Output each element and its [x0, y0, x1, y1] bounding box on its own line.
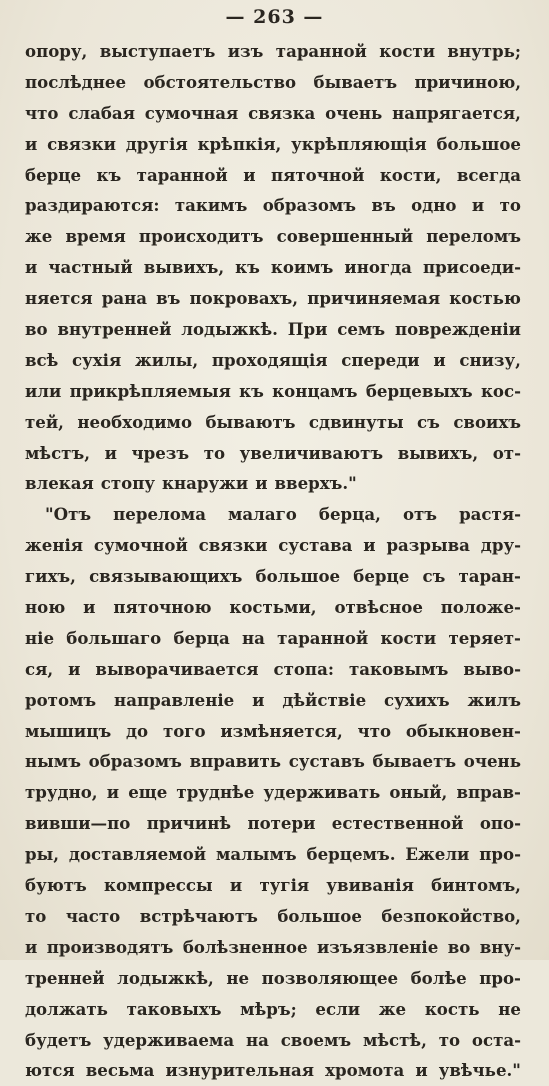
word: и — [363, 535, 376, 556]
word: тей, — [25, 411, 64, 432]
word: всѣ — [25, 349, 59, 370]
word: разрыва — [386, 535, 470, 556]
word: связки — [47, 133, 116, 154]
word: того — [162, 720, 206, 741]
text-line — [25, 994, 521, 1025]
word: или — [25, 380, 62, 401]
word: бываетъ — [372, 751, 457, 772]
word: вправ- — [456, 782, 521, 803]
word: съ — [422, 566, 446, 587]
word: такимъ — [174, 195, 248, 216]
word: необходимо — [77, 411, 193, 432]
word: и — [83, 597, 96, 618]
word: и — [104, 442, 117, 463]
word: опо- — [479, 813, 521, 834]
word: увѣчье." — [438, 1060, 521, 1081]
word: выво- — [463, 658, 521, 679]
text-line — [25, 870, 521, 901]
word: бываетъ — [313, 71, 398, 92]
word: таранной — [275, 41, 367, 61]
word: вправить — [189, 751, 282, 772]
word: мѣстѣ, — [362, 1029, 427, 1050]
word: мѣръ; — [240, 998, 297, 1019]
word: ся, — [25, 658, 54, 679]
word: рана — [101, 288, 147, 309]
word: бываютъ — [205, 411, 296, 432]
word: и — [255, 473, 268, 494]
word: позволяющее — [261, 967, 399, 988]
word: то — [203, 442, 226, 463]
text-line — [25, 901, 521, 932]
word: малаго — [228, 504, 297, 525]
word: и — [415, 1060, 428, 1081]
word: дѣйствіе — [282, 689, 367, 710]
word: вну- — [479, 936, 521, 957]
word: же — [25, 226, 53, 247]
word: женія — [25, 535, 84, 556]
word: встрѣчаютъ — [139, 905, 258, 926]
word: компрессы — [104, 875, 213, 896]
word: берца — [173, 627, 230, 648]
word: очень — [325, 102, 383, 123]
word: стопа: — [273, 658, 334, 679]
word: связка — [248, 102, 316, 123]
word: и — [229, 875, 243, 896]
word: сумочная — [144, 102, 239, 123]
word: вивши—по — [25, 813, 131, 834]
text-line — [25, 561, 521, 592]
word: дру- — [480, 535, 521, 556]
word: хромота — [325, 1060, 405, 1081]
text-line — [25, 685, 521, 716]
word: выворачивается — [95, 658, 259, 679]
word: весьма — [85, 1060, 155, 1081]
word: послѣднее — [25, 71, 127, 92]
word: сухія — [72, 349, 122, 370]
word: про- — [479, 967, 521, 988]
word: берце — [25, 164, 82, 185]
word: обстоятельство — [143, 71, 297, 92]
word: болѣзненное — [182, 936, 308, 957]
word: не — [226, 967, 250, 988]
word: безпокойство, — [381, 905, 521, 926]
word: оста- — [471, 1029, 521, 1050]
word: совершенный — [276, 226, 414, 247]
word: берце — [353, 566, 410, 587]
word: таран- — [458, 566, 521, 587]
word: сустава — [278, 535, 353, 556]
word: няется — [25, 288, 93, 309]
word: и — [68, 658, 81, 679]
word: берцемъ. — [306, 844, 396, 865]
word: вывихъ, — [143, 257, 225, 278]
text-line — [25, 98, 521, 129]
text-line — [25, 345, 521, 376]
word: коимъ — [270, 257, 334, 278]
word: стопу — [100, 473, 156, 494]
word: очень — [463, 751, 521, 772]
word: кости, — [379, 164, 442, 185]
word: причиною, — [414, 71, 521, 92]
word: выступаетъ — [99, 41, 216, 61]
word: и — [252, 689, 265, 710]
word: присоеди- — [422, 257, 521, 278]
word: происходитъ — [138, 226, 264, 247]
word: должать — [25, 998, 108, 1019]
word: связки — [198, 535, 268, 556]
word: раздираются: — [25, 195, 160, 216]
word: сумочной — [93, 535, 188, 556]
word: вверхъ." — [274, 473, 357, 494]
word: жилы, — [134, 349, 199, 370]
word: кости — [380, 627, 437, 648]
word: удерживать — [263, 782, 381, 803]
word: укрѣпляющія — [291, 133, 427, 154]
word: всегда — [456, 164, 521, 185]
text-line — [25, 67, 521, 98]
word: таковыхъ — [126, 998, 222, 1019]
word: связывающихъ — [89, 566, 243, 587]
word: измѣняется, — [220, 720, 343, 741]
word: во — [25, 319, 48, 340]
word: большаго — [66, 627, 162, 648]
text-line — [25, 746, 521, 777]
word: въ — [156, 288, 181, 309]
word: труднѣе — [176, 782, 255, 803]
word: то — [438, 1029, 461, 1050]
word: кость — [424, 998, 480, 1019]
text-line — [25, 129, 521, 160]
word: причинѣ — [146, 813, 232, 834]
word: что — [357, 720, 392, 741]
word: потери — [247, 813, 316, 834]
word: къ — [96, 164, 122, 185]
text-line — [25, 283, 521, 314]
word: не — [498, 998, 521, 1019]
word: къ — [235, 257, 260, 278]
word: время — [65, 226, 126, 247]
word: и — [471, 195, 485, 216]
word: и — [25, 133, 38, 154]
word: оный, — [389, 782, 448, 803]
word: жилъ — [467, 689, 521, 710]
word: причиняемая — [307, 288, 441, 309]
word: будетъ — [25, 1029, 92, 1050]
word: большое — [277, 905, 362, 926]
text-line — [25, 499, 521, 530]
word: тренней — [25, 967, 105, 988]
word: поврежденіи — [394, 319, 521, 340]
word: растя- — [459, 504, 521, 525]
word: если — [315, 998, 361, 1019]
word: мышицъ — [25, 720, 112, 741]
text-line — [25, 221, 521, 252]
word: переломъ — [426, 226, 521, 247]
text-line — [25, 376, 521, 407]
text-line — [25, 407, 521, 438]
word: еще — [128, 782, 168, 803]
word: на — [245, 1029, 269, 1050]
text-line — [25, 1025, 521, 1056]
word: теряет- — [448, 627, 521, 648]
word: что — [25, 102, 59, 123]
text-line — [25, 438, 521, 469]
word: "Отъ — [45, 504, 92, 525]
word: иногда — [344, 257, 412, 278]
word: бинтомъ, — [431, 875, 521, 896]
word: ются — [25, 1060, 75, 1081]
word: снизу, — [459, 349, 521, 370]
text-line — [25, 468, 521, 499]
word: перелома — [113, 504, 206, 525]
word: образомъ — [262, 195, 357, 216]
word: большое — [436, 133, 521, 154]
word: лодыжкѣ, — [117, 967, 214, 988]
word: изнурительная — [165, 1060, 315, 1081]
word: прикрѣпляемыя — [69, 380, 231, 401]
word: ротомъ — [25, 689, 97, 710]
word: мѣстъ, — [25, 442, 90, 463]
word: от- — [492, 442, 521, 463]
word: ніе — [25, 627, 55, 648]
text-line — [25, 808, 521, 839]
word: во — [447, 936, 471, 957]
word: слабая — [68, 102, 135, 123]
word: Ежели — [405, 844, 470, 865]
word: обыкновен- — [405, 720, 521, 741]
word: таранной — [277, 627, 369, 648]
word: ры, — [25, 844, 60, 865]
word: кнаружи — [162, 473, 249, 494]
word: сухихъ — [384, 689, 450, 710]
word: отъ — [402, 504, 438, 525]
word: кос- — [480, 380, 521, 401]
word: болѣе — [410, 967, 467, 988]
word: суставъ — [288, 751, 365, 772]
word: то — [25, 905, 47, 926]
word: съ — [417, 411, 440, 432]
word: крѣпкія, — [197, 133, 282, 154]
word: отвѣсное — [334, 597, 423, 618]
word: то — [499, 195, 521, 216]
word: вывихъ, — [397, 442, 479, 463]
word: нымъ — [25, 751, 81, 772]
word: костьми, — [229, 597, 317, 618]
word: опору, — [25, 41, 88, 61]
word: пяточной — [270, 164, 365, 185]
word: внутрь; — [447, 41, 521, 61]
word: къ — [239, 380, 264, 401]
word: ною — [25, 597, 66, 618]
word: другія — [125, 133, 188, 154]
word: образомъ — [88, 751, 182, 772]
word: концамъ — [272, 380, 358, 401]
word: гихъ, — [25, 566, 76, 587]
word: увеличиваютъ — [239, 442, 384, 463]
word: направленіе — [114, 689, 235, 710]
word: увиванія — [326, 875, 414, 896]
word: сдвинуты — [308, 411, 404, 432]
text-line — [25, 839, 521, 870]
word: таковымъ — [348, 658, 449, 679]
word: и — [433, 349, 446, 370]
text-line — [25, 314, 521, 345]
word: частный — [48, 257, 133, 278]
text-line — [25, 623, 521, 654]
word: про- — [479, 844, 521, 865]
word: доставляемой — [68, 844, 207, 865]
word: чрезъ — [131, 442, 190, 463]
text-line — [25, 716, 521, 747]
text-line — [25, 963, 521, 994]
text-line — [25, 592, 521, 623]
word: семъ — [337, 319, 386, 340]
word: влекая — [25, 473, 94, 494]
word: берцевыхъ — [365, 380, 473, 401]
word: своемъ — [280, 1029, 352, 1050]
word: большое — [255, 566, 341, 587]
word: часто — [65, 905, 121, 926]
text-line — [25, 252, 521, 283]
text-line — [25, 1055, 521, 1086]
text-line — [25, 190, 521, 221]
word: до — [126, 720, 149, 741]
word: трудно, — [25, 782, 98, 803]
word: и — [243, 164, 256, 185]
word: одно — [411, 195, 457, 216]
word: и — [25, 257, 38, 278]
text-line — [25, 530, 521, 561]
word: При — [287, 319, 328, 340]
word: же — [378, 998, 407, 1019]
word: и — [106, 782, 120, 803]
word: внутренней — [57, 319, 172, 340]
word: кости — [379, 41, 436, 61]
word: удерживаема — [103, 1029, 235, 1050]
word: напрягается, — [392, 102, 521, 123]
word: спереди — [341, 349, 420, 370]
word: естественной — [331, 813, 464, 834]
word: проходящія — [211, 349, 328, 370]
word: берца, — [318, 504, 381, 525]
word: въ — [371, 195, 396, 216]
word: покровахъ, — [189, 288, 299, 309]
text-line — [25, 36, 521, 67]
word: пяточною — [113, 597, 212, 618]
word: производятъ — [46, 936, 174, 957]
word: своихъ — [453, 411, 521, 432]
word: изъязвленіе — [317, 936, 439, 957]
page-number: — 263 — — [225, 6, 324, 28]
word: лодыжкѣ. — [181, 319, 278, 340]
text-line — [25, 932, 521, 963]
text-line — [25, 160, 521, 191]
word: буютъ — [25, 875, 87, 896]
word: положе- — [440, 597, 521, 618]
word: на — [241, 627, 265, 648]
word: и — [25, 936, 38, 957]
word: малымъ — [215, 844, 297, 865]
text-line — [25, 777, 521, 808]
word: изъ — [227, 41, 264, 61]
word: таранной — [136, 164, 228, 185]
word: тугія — [259, 875, 310, 896]
word: костью — [449, 288, 521, 309]
body-text — [25, 36, 521, 1086]
text-line — [25, 654, 521, 685]
